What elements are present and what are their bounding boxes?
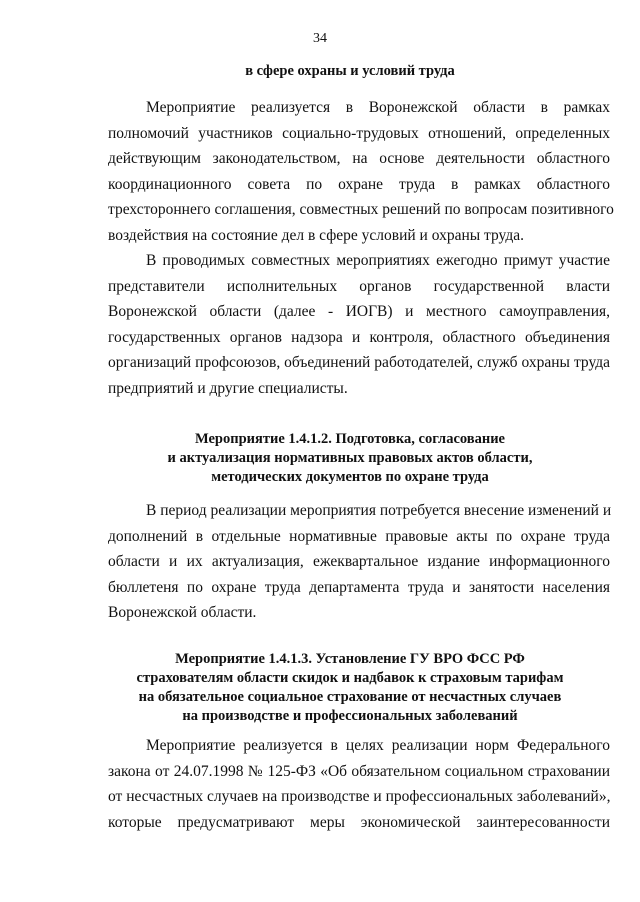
paragraph-line: трехстороннего соглашения, совместных решений по вопросам позитивного: [108, 201, 614, 219]
paragraph-regulations: [108, 498, 610, 626]
heading-line: на обязательное социальное страхование от несчастных случаев: [138, 689, 562, 705]
heading-line: Мероприятие 1.4.1.2. Подготовка, согласование: [194, 431, 505, 447]
paragraph-line: предприятий и другие специалисты.: [108, 379, 348, 397]
paragraph-line: координационного совета по охране труда в рамках областного: [108, 175, 610, 193]
paragraph-line: дополнений в отдельные нормативные правовые акты по охране труда: [108, 527, 610, 545]
paragraph-line: области и их актуализация, ежеквартальное издание информационного: [108, 553, 610, 571]
paragraph-line: В проводимых совместных мероприятиях ежегодно примут участие: [146, 252, 610, 269]
heading-line: на производстве и профессиональных заболеваний: [182, 708, 518, 724]
paragraph-line: представители исполнительных органов государственной власти: [108, 277, 610, 295]
paragraph-line: полномочий участников социально-трудовых отношений, определенных: [108, 124, 610, 142]
paragraph-line: Воронежской области.: [108, 604, 257, 622]
paragraph-line: которые предусматривают меры экономической заинтересованности: [108, 813, 610, 831]
paragraph-line: закона от 24.07.1998 № 125-ФЗ «Об обязательном социальном страховании: [108, 762, 610, 780]
heading-line: Мероприятие 1.4.1.3. Установление ГУ ВРО ФСС РФ: [175, 651, 525, 667]
paragraph-line: Воронежской области (далее - ИОГВ) и местного самоуправления,: [108, 303, 610, 321]
paragraph-line: Мероприятие реализуется в Воронежской области в рамках: [146, 99, 610, 116]
paragraph-line: государственных органов надзора и контроля, областного объединения: [108, 328, 610, 346]
paragraph-line: Мероприятие реализуется в целях реализации норм Федерального: [146, 737, 610, 754]
paragraph-line: действующим законодательством, на основе деятельности областного: [108, 150, 610, 168]
section-heading-1-4-1-2: [120, 430, 580, 487]
section-heading-1-4-1-3: [120, 650, 580, 726]
paragraph-line: В период реализации мероприятия потребуется внесение изменений и: [146, 502, 612, 519]
paragraph-line: от несчастных случаев на производстве и профессиональных заболеваний»,: [108, 788, 611, 806]
heading-line: методических документов по охране труда: [211, 469, 489, 485]
paragraph-line: бюллетеня по охране труда департамента труда и занятости населения: [108, 578, 610, 596]
paragraph-line: организаций профсоюзов, объединений работодателей, служб охраны труда: [108, 354, 610, 372]
heading-line: страхователям области скидок и надбавок к страховым тарифам: [136, 670, 564, 686]
paragraph-line: воздействия на состояние дел в сфере условий и охраны труда.: [108, 226, 524, 244]
heading-line: и актуализация нормативных правовых актов области,: [167, 450, 533, 466]
paragraph-implementation: [108, 95, 614, 249]
page-number: 34: [313, 31, 327, 46]
paragraph-federal-law: [108, 733, 610, 835]
paragraph-participants: [108, 248, 610, 402]
section-heading-continued: в сфере охраны и условий труда: [245, 63, 455, 79]
